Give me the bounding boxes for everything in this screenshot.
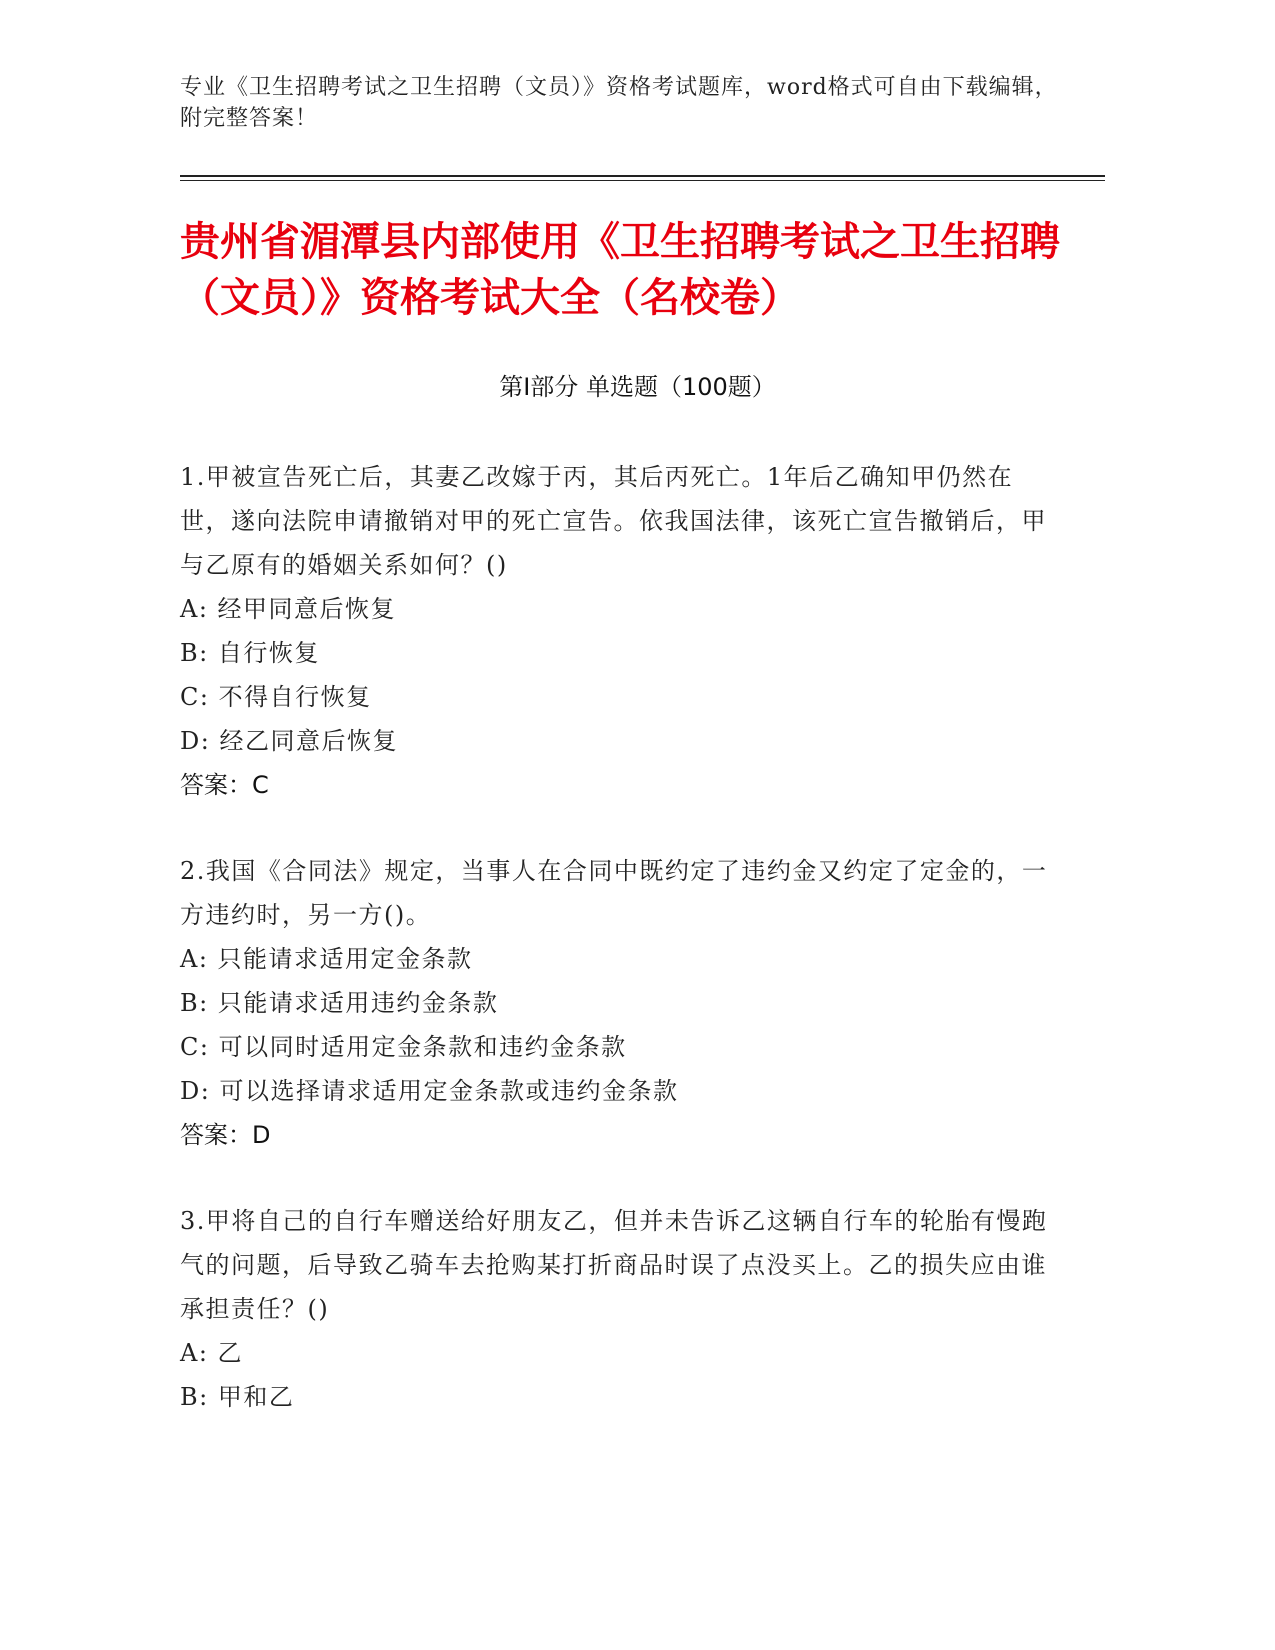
question-stem: 2.我国《合同法》规定，当事人在合同中既约定了违约金又约定了定金的，一方违约时，另一方()。 <box>180 857 1048 929</box>
option-a: A: 只能请求适用定金条款 <box>180 945 473 973</box>
question-list <box>180 455 1060 1461</box>
option-b: B: 自行恢复 <box>180 639 320 667</box>
option-d: D: 可以选择请求适用定金条款或违约金条款 <box>180 1077 679 1105</box>
option-a: A: 乙 <box>180 1339 244 1367</box>
option-c: C: 不得自行恢复 <box>180 683 372 711</box>
question-stem: 3.甲将自己的自行车赠送给好朋友乙，但并未告诉乙这辆自行车的轮胎有慢跑气的问题，后导致乙骑车去抢购某打折商品时误了点没买上。乙的损失应由谁承担责任？() <box>180 1207 1048 1323</box>
option-b: B: 只能请求适用违约金条款 <box>180 989 499 1017</box>
question-2 <box>180 849 1060 1157</box>
question-1 <box>180 455 1060 807</box>
option-b: B: 甲和乙 <box>180 1383 295 1411</box>
option-d: D: 经乙同意后恢复 <box>180 727 398 755</box>
header-divider-thick <box>180 175 1105 177</box>
header-divider-thin <box>180 180 1105 181</box>
document-title: 贵州省湄潭县内部使用《卫生招聘考试之卫生招聘（文员）》资格考试大全（名校卷） <box>180 219 1060 321</box>
question-stem: 1.甲被宣告死亡后，其妻乙改嫁于丙，其后丙死亡。1年后乙确知甲仍然在世，遂向法院申请撤销对甲的死亡宣告。依我国法律，该死亡宣告撤销后，甲与乙原有的婚姻关系如何？() <box>180 463 1047 579</box>
header-note: 专业《卫生招聘考试之卫生招聘（文员）》资格考试题库，word格式可自由下载编辑，附完整答案！ <box>180 75 1058 131</box>
question-3 <box>180 1199 1060 1419</box>
option-a: A: 经甲同意后恢复 <box>180 595 397 623</box>
answer: 答案：D <box>180 1121 271 1149</box>
option-c: C: 可以同时适用定金条款和违约金条款 <box>180 1033 627 1061</box>
section-heading: 第Ⅰ部分 单选题（100题） <box>499 373 776 401</box>
answer: 答案：C <box>180 771 269 799</box>
